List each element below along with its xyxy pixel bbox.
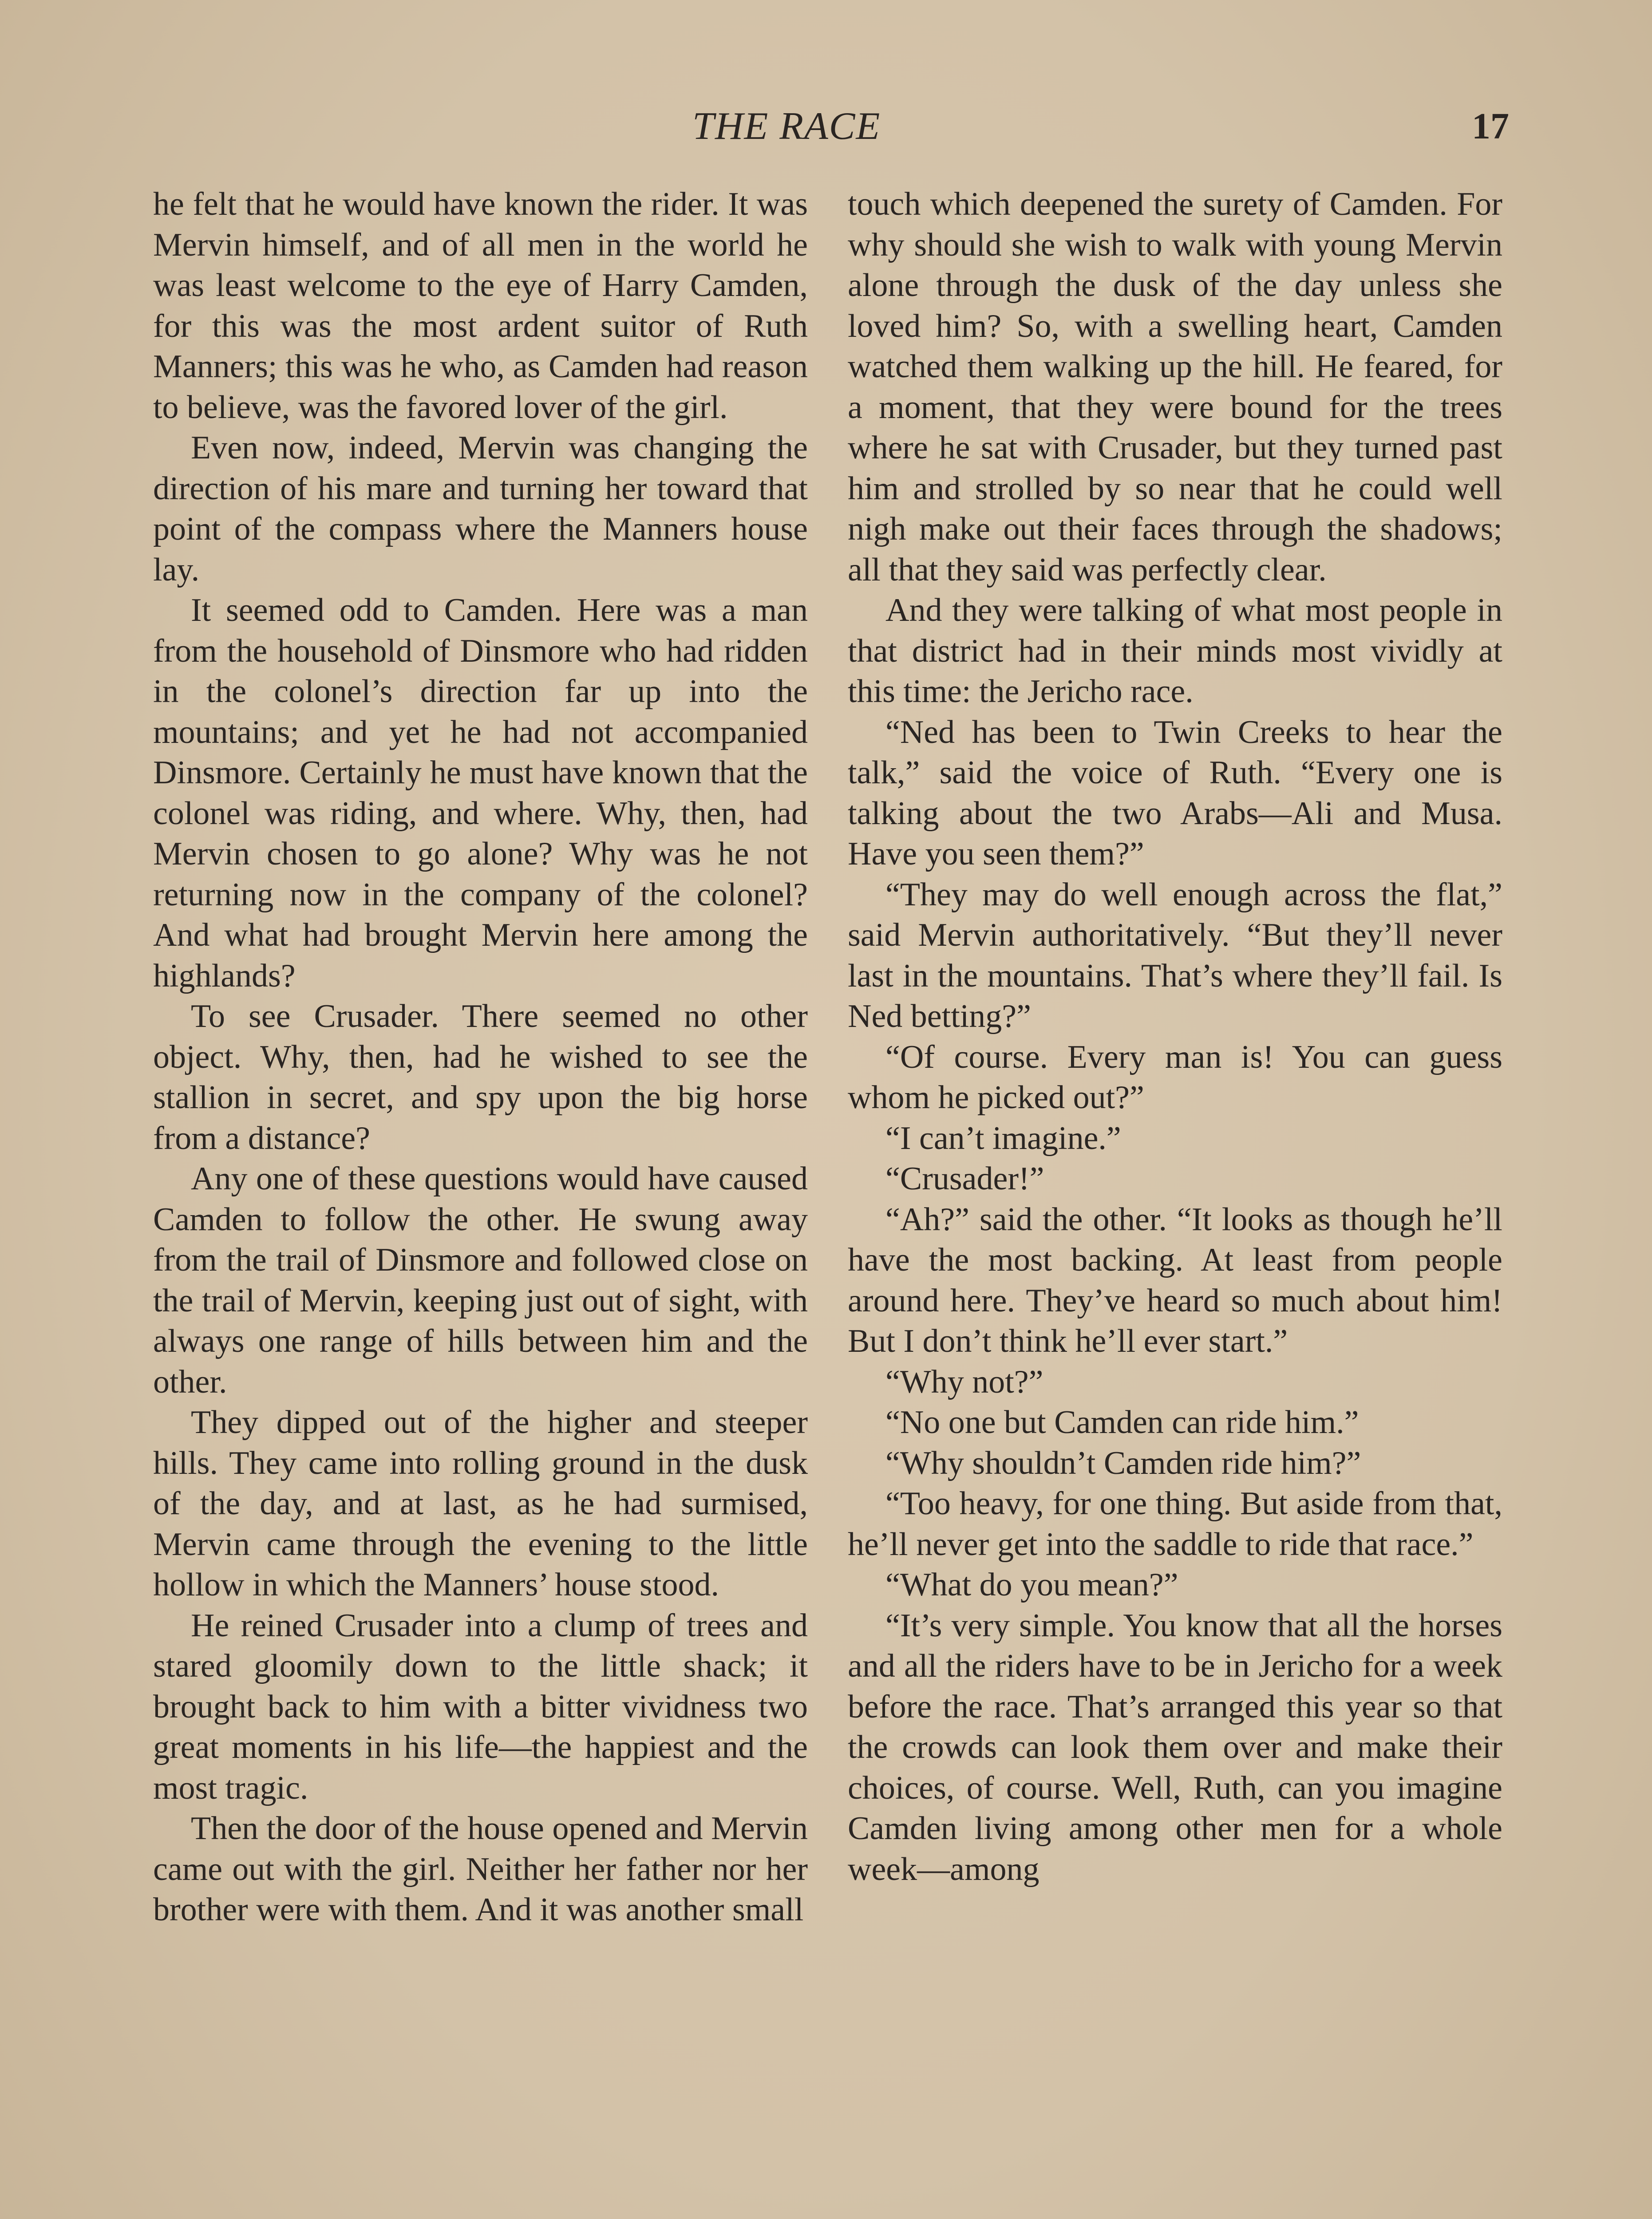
paragraph: Even now, indeed, Mervin was changing the direction of his mare and turning her toward that point of the compass where the Manners house lay.	[153, 430, 808, 588]
paragraph: “Ned has been to Twin Creeks to hear the talk,” said the voice of Ruth. “Every one is talking about the two Arabs—Ali and Musa. Have you seen them?”	[848, 714, 1502, 872]
paragraph: “Crusader!”	[885, 1161, 1044, 1197]
paragraph: Any one of these questions would have caused Camden to follow the other. He swung away from the trail of Dinsmore and followed close on the trail of Mervin, keeping just out of sight, with always one range of hills between him and the other.	[153, 1161, 808, 1400]
paragraph: touch which deepened the surety of Camden. For why should she wish to walk with young Mervin alone through the dusk of the day unless she loved him? So, with a swelling heart, Camden watched them walking up the hill. He feared, for a moment, that they were bound for the trees where he sat with Crusader, but they turned past him and strolled by so near that he could well nigh make out their faces through the shadows; all that they said was perfectly clear.	[848, 186, 1502, 588]
paragraph: “It’s very simple. You know that all the horses and all the riders have to be in Jericho for a week before the race. That’s arranged this year so that the crowds can look them over and make their choices, of course. Well, Ruth, can you imagine Camden living among other men for a whole week—among	[848, 1607, 1502, 1887]
paragraph: He reined Crusader into a clump of trees and stared gloomily down to the little shack; it brought back to him with a bitter vividness two great moments in his life—the happiest and the most tragic.	[153, 1607, 808, 1806]
page-number: 17	[1472, 106, 1509, 147]
paragraph: “Ah?” said the other. “It looks as though he’ll have the most backing. At least from people around here. They’ve heard so much about him! But I don’t think he’ll ever start.”	[848, 1201, 1502, 1359]
paragraph: “Too heavy, for one thing. But aside from that, he’ll never get into the saddle to ride that race.”	[848, 1485, 1502, 1563]
paragraph: “What do you mean?”	[885, 1567, 1178, 1603]
right-column	[848, 184, 1502, 1890]
chapter-title: THE RACE	[692, 105, 881, 148]
paragraph: To see Crusader. There seemed no other object. Why, then, had he wished to see the stallion in secret, and spy upon the big horse from a distance?	[153, 998, 808, 1157]
paragraph: “They may do well enough across the flat,” said Mervin authoritatively. “But they’ll never last in the mountains. That’s where they’ll fail. Is Ned betting?”	[848, 876, 1502, 1034]
paragraph: he felt that he would have known the rider. It was Mervin himself, and of all men in the world he was least welcome to the eye of Harry Camden, for this was the most ardent suitor of Ruth Manners; this was he who, as Camden had reason to believe, was the favored lover of the girl.	[153, 186, 808, 426]
paragraph: Then the door of the house opened and Mervin came out with the girl. Neither her father nor her brother were with them. And it was another small	[153, 1810, 808, 1928]
paragraph: “No one but Camden can ride him.”	[885, 1404, 1359, 1441]
paragraph: And they were talking of what most people in that district had in their minds most vividly at this time: the Jericho race.	[848, 592, 1502, 710]
paragraph: “Of course. Every man is! You can guess whom he picked out?”	[848, 1038, 1502, 1116]
paragraph: “Why shouldn’t Camden ride him?”	[885, 1445, 1361, 1481]
running-head	[0, 102, 1652, 151]
paragraph: It seemed odd to Camden. Here was a man from the household of Dinsmore who had ridden in the colonel’s direction far up into the mountains; and yet he had not accompanied Dinsmore. Certainly he must have known that the colonel was riding, and where. Why, then, had Mervin chosen to go alone? Why was he not returning now in the company of the colonel? And what had brought Mervin here among the highlands?	[153, 592, 808, 994]
paragraph: They dipped out of the higher and steeper hills. They came into rolling ground in the dusk of the day, and at last, as he had surmised, Mervin came through the evening to the little hollow in which the Manners’ house stood.	[153, 1404, 808, 1603]
paragraph: “Why not?”	[885, 1363, 1043, 1400]
left-column	[153, 184, 808, 1931]
paragraph: “I can’t imagine.”	[885, 1120, 1121, 1157]
